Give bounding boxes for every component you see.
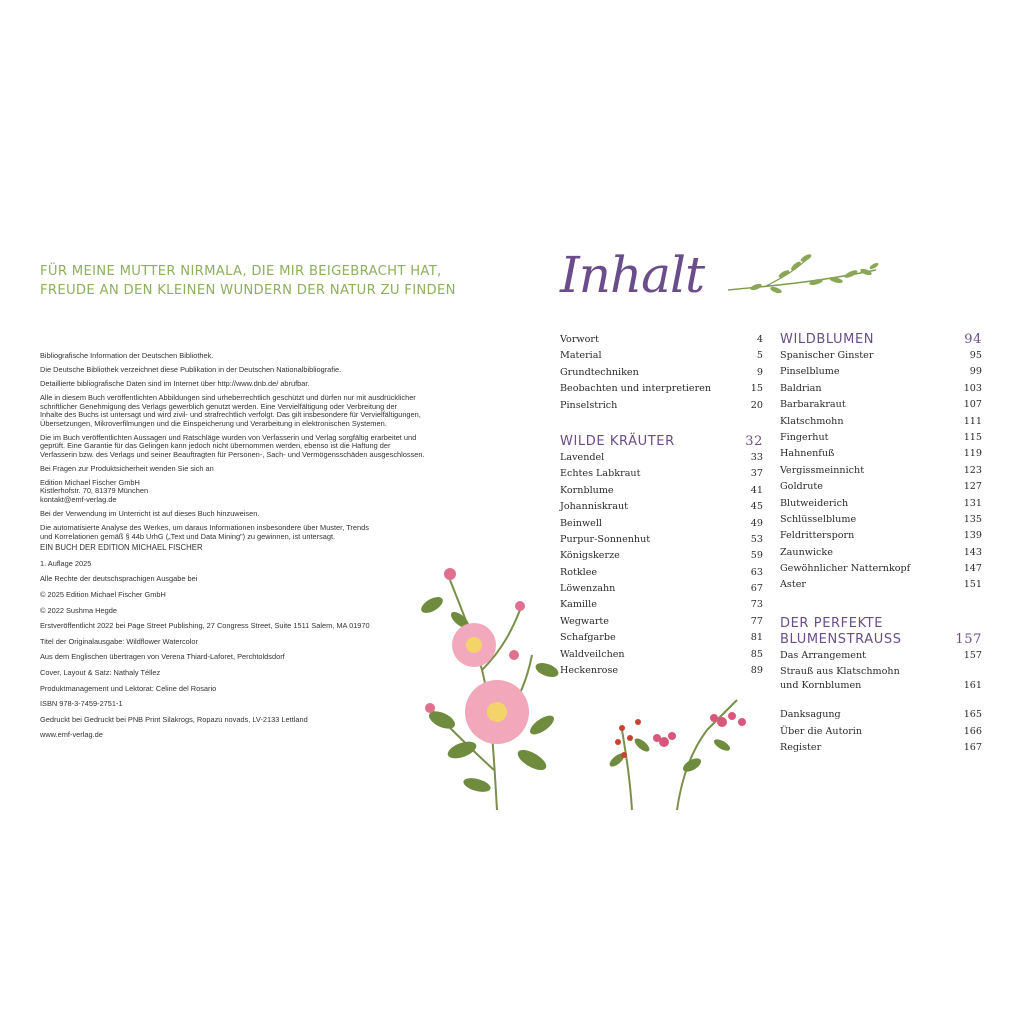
toc-entry-label: Löwenzahn [560,583,616,595]
imprint-line: Alle in diesem Buch veröffentlichten Abbildungen sind urheberrechtlich geschützt und dürfen nur mit ausdrücklicher [40,392,416,402]
imprint-paragraph: © 2022 Sushma Hegde [40,605,117,615]
imprint-line: geprüft. Eine Garantie für das Gelingen kann jedoch nicht übernommen werden, ebenso ist die Haftung der [40,441,391,451]
toc-entry-label: Schlüsselblume [780,513,857,525]
toc-entry-label: Lavendel [560,451,605,463]
imprint-line: Inhalte des Buchs ist untersagt und wird zivil- und strafrechtlich verfolgt. Das gilt insbesondere für Vervielfältigungen, [40,410,421,420]
toc-entry[interactable] [780,707,982,723]
toc-entry-label: Königskerze [560,550,620,562]
imprint-paragraph [40,434,430,460]
toc-entry-label: Rotklee [560,566,598,578]
toc-entry-page: 161 [963,680,982,692]
toc-entry-label: Vergissmeinnicht [780,464,865,476]
herb-sprig-illustration [726,250,881,310]
toc-entry-label: Danksagung [780,709,841,721]
toc-entry[interactable] [560,450,763,466]
toc-entry-label: Echtes Labkraut [560,468,641,480]
toc-entry[interactable] [560,483,763,499]
toc-entry-page: 53 [750,533,763,545]
toc-entry-label: Register [780,742,822,754]
toc-section-heading: WILDBLUMEN [780,332,875,347]
toc-entry-page: 151 [963,579,982,591]
toc-entry-label: Fingerhut [780,431,829,443]
toc-entry[interactable] [780,463,982,479]
toc-entry-label: und Kornblumen [780,680,862,692]
imprint-paragraph: Bei Fragen zur Produktsicherheit wenden Sie sich an [40,463,214,473]
imprint-paragraph: Produktmanagement und Lektorat: Celine del Rosario [40,683,217,693]
imprint-paragraph [40,479,430,505]
toc-entry[interactable] [780,545,982,561]
imprint-line: Die automatisierte Analyse des Werkes, um daraus Informationen insbesondere über Muster, Trends [40,523,369,533]
imprint-paragraph: Titel der Originalausgabe: Wildflower Watercolor [40,636,198,646]
toc-entry[interactable] [780,446,982,462]
imprint-paragraph: Erstveröffentlicht 2022 bei Page Street Publishing, 27 Congress Street, Suite 1511 Salem, MA 01970 [40,621,370,631]
toc-section-heading: BLUMENSTRAUSS [780,631,902,647]
toc-entry[interactable] [560,348,763,364]
imprint-line: Edition Michael Fischer GmbH [40,477,140,487]
toc-entry-label: Strauß aus Klatschmohn [780,666,900,678]
toc-entry-label: Material [560,350,602,362]
toc-entry-page: 107 [963,399,982,411]
toc-entry[interactable] [560,663,763,679]
toc-entry-page: 131 [963,497,982,509]
toc-entry-label: Johanniskraut [560,501,629,513]
toc-entry[interactable] [560,614,763,630]
toc-entry-label: Gewöhnlicher Natternkopf [780,563,911,575]
toc-entry-label: Barbarakraut [780,399,846,411]
toc-section-wilde-kraeuter[interactable] [560,434,763,450]
imprint-paragraph: EIN BUCH DER EDITION MICHAEL FISCHER [40,543,203,553]
toc-entry-page: 95 [969,350,982,361]
toc-entry[interactable] [780,665,982,693]
toc-title: Inhalt [560,246,705,304]
toc-entry-label: Goldrute [780,481,823,493]
imprint-line: Verfasserin bzw. des Verlags und seiner Beauftragten für Personen-, Sach- und Vermögensschäden ausgeschlossen. [40,449,425,459]
toc-entry[interactable] [780,561,982,577]
toc-entry[interactable] [780,648,982,664]
toc-entry-page: 63 [750,566,763,578]
dedication-line: FÜR MEINE MUTTER NIRMALA, DIE MIR BEIGEBRACHT HAT, [40,264,442,279]
imprint-line: schriftlicher Genehmigung des Verlags gewerblich genutzt werden. Eine Vervielfältigung oder Verbreitung der [40,401,398,411]
toc-section-page: 157 [955,631,982,647]
toc-entry-page: 157 [963,649,982,661]
isbn: ISBN 978-3-7459-2751-1 [40,699,123,709]
toc-entry[interactable] [560,630,763,646]
toc-section-heading: DER PERFEKTE [780,615,884,631]
toc-entry-page: 49 [750,517,763,529]
toc-entry-page: 167 [963,742,982,754]
toc-entry-label: Wegwarte [560,615,609,627]
toc-entry-page: 73 [750,599,763,611]
toc-entry[interactable] [560,381,763,397]
toc-column-right [780,332,982,756]
toc-entry-page: 115 [963,431,982,443]
toc-entry[interactable] [560,597,763,613]
toc-entry-page: 15 [750,383,763,395]
imprint-paragraph: Detaillierte bibliografische Daten sind im Internet über http://www.dnb.de/ abrufbar. [40,378,310,388]
toc-section-blumenstrauss[interactable] [780,616,982,648]
toc-entry[interactable] [780,740,982,756]
toc-entry[interactable] [780,724,982,740]
toc-entry-label: Hahnenfuß [780,448,835,460]
toc-entry-page: 139 [963,530,982,542]
toc-entry[interactable] [560,398,763,414]
toc-entry-label: Purpur-Sonnenhut [560,533,651,545]
toc-entry-page: 123 [963,464,982,476]
imprint-paragraph: 1. Auflage 2025 [40,558,92,568]
imprint-line: Übersetzungen, Mikroverfilmungen und die Einspeicherung und Verarbeitung in elektronischen Systemen. [40,418,387,428]
toc-entry-page: 81 [750,632,763,644]
imprint-paragraph: Cover, Layout & Satz: Nathaly Téllez [40,667,161,677]
toc-entry[interactable] [560,332,763,348]
toc-entry-page: 67 [750,583,763,595]
publisher-email: kontakt@emf-verlag.de [40,495,117,505]
toc-entry-label: Kornblume [560,484,614,496]
imprint-paragraph [40,394,430,428]
toc-entry-label: Schafgarbe [560,632,616,644]
toc-column-left [560,332,763,679]
toc-entry[interactable] [560,581,763,597]
toc-entry-page: 4 [756,334,763,345]
toc-entry-page: 127 [963,481,982,493]
toc-entry[interactable] [780,397,982,413]
imprint-paragraph: Alle Rechte der deutschsprachigen Ausgabe bei [40,574,198,584]
imprint-paragraph: Aus dem Englischen übertragen von Verena Thiard-Laforet, Perchtoldsdorf [40,652,285,662]
toc-section-heading: WILDE KRÄUTER [560,433,675,449]
toc-entry-page: 5 [756,350,763,362]
toc-entry[interactable] [780,430,982,446]
toc-entry[interactable] [560,532,763,548]
toc-entry-page: 135 [963,513,982,525]
toc-entry[interactable] [780,496,982,512]
imprint-paragraph: Gedruckt bei Gedruckt bei PNB Print Silakrogs, Ropazu novads, LV-2133 Lettland [40,714,308,724]
toc-section-page: 94 [964,332,982,347]
toc-entry-label: Waldveilchen [560,648,625,660]
toc-entry-page: 45 [750,501,763,513]
toc-entry-page: 89 [750,665,763,677]
toc-entry-page: 85 [750,648,763,660]
toc-entry[interactable] [560,516,763,532]
imprint [40,352,430,745]
toc-entry-label: Vorwort [560,334,599,345]
toc-section-page: 32 [745,433,763,449]
toc-entry-page: 59 [750,550,763,562]
toc-entry-page: 111 [963,415,982,427]
publisher-website: www.emf-verlag.de [40,730,103,740]
imprint-paragraph: Bibliografische Information der Deutschen Bibliothek. [40,351,214,360]
toc-entry[interactable] [560,499,763,515]
toc-entry-label: Feldrittersporn [780,530,855,542]
toc-entry[interactable] [780,381,982,397]
toc-entry[interactable] [780,348,982,364]
toc-entry-label: Grundtechniken [560,366,639,378]
toc-entry-page: 99 [969,366,982,378]
toc-entry[interactable] [780,479,982,495]
toc-entry-page: 9 [756,366,763,378]
toc-entry-page: 103 [963,382,982,394]
toc-entry-label: Pinselstrich [560,399,618,411]
toc-entry-label: Beobachten und interpretieren [560,383,712,395]
imprint-paragraph: © 2025 Edition Michael Fischer GmbH [40,590,166,599]
toc-entry-page: 119 [963,448,982,460]
toc-entry[interactable] [560,466,763,482]
toc-entry-page: 143 [963,546,982,558]
imprint-line: Kistlerhofstr. 70, 81379 München [40,486,149,496]
toc-entry-label: Aster [780,579,806,591]
toc-entry[interactable] [780,528,982,544]
toc-entry[interactable] [780,414,982,430]
toc-entry-page: 147 [963,563,982,575]
toc-entry-label: Baldrian [780,382,822,394]
toc-entry[interactable] [560,365,763,381]
toc-entry-label: Zaunwicke [780,546,833,558]
imprint-line: Die im Buch veröffentlichten Aussagen und Ratschläge wurden von Verfasserin und Verlag sorgfältig erarbeitet und [40,432,417,442]
dedication [40,262,480,300]
toc-entry-label: Das Arrangement [780,649,867,661]
toc-entry-label: Spanischer Ginster [780,350,874,361]
toc-entry[interactable] [780,577,982,593]
toc-entry-label: Pinselblume [780,366,840,378]
toc-entry-page: 37 [750,468,763,480]
toc-entry-label: Klatschmohn [780,415,844,427]
toc-entry[interactable] [560,647,763,663]
toc-entry-page: 41 [750,484,763,496]
imprint-paragraph: Bei der Verwendung im Unterricht ist auf dieses Buch hinzuweisen. [40,509,260,519]
toc-entry-page: 33 [750,451,763,463]
dedication-line: FREUDE AN DEN KLEINEN WUNDERN DER NATUR ZU FINDEN [40,283,456,298]
toc-entry-label: Über die Autorin [780,725,863,737]
imprint-paragraph: Die Deutsche Bibliothek verzeichnet diese Publikation in der Deutschen Nationalbibliografie. [40,364,342,374]
toc-entry-label: Kamille [560,599,597,611]
toc-entry[interactable] [560,565,763,581]
toc-section-wildblumen[interactable] [780,332,982,348]
toc-entry[interactable] [780,364,982,380]
toc-entry-page: 20 [750,399,763,411]
toc-entry-page: 166 [963,725,982,737]
toc-entry-label: Beinwell [560,517,603,529]
toc-entry[interactable] [780,512,982,528]
toc-entry-label: Blutweiderich [780,497,849,509]
toc-entry-page: 165 [963,709,982,721]
toc-entry-label: Heckenrose [560,665,619,677]
imprint-line: und Korrelationen gemäß § 44b UrhG („Text und Data Mining") zu gewinnen, ist untersagt. [40,531,336,541]
toc-entry[interactable] [560,548,763,564]
imprint-paragraph [40,524,430,541]
toc-entry-page: 77 [750,615,763,627]
